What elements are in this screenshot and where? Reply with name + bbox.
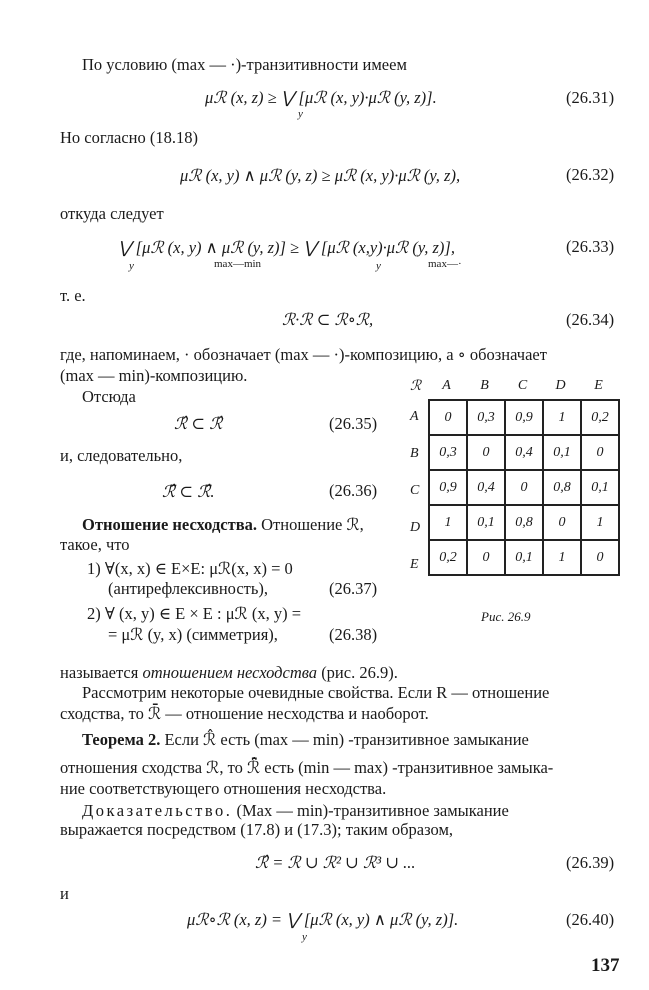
matrix-cell: 0,1 (505, 540, 543, 575)
text-span: (рис. 26.9). (317, 663, 398, 682)
equation-number: (26.33) (566, 237, 615, 256)
equation-number: (26.37) (329, 579, 378, 598)
text-line: 2) ∀ (x, y) ∈ E × E : μℛ (x, y) = (87, 604, 302, 623)
theorem-heading: Теорема 2. (82, 730, 161, 749)
matrix-corner-label: ℛ (410, 379, 422, 394)
matrix-cell: 0 (505, 470, 543, 505)
equation-number: (26.32) (566, 165, 615, 184)
equation-subscript: y (298, 108, 303, 120)
equation-subscript: y (376, 260, 381, 272)
matrix-cell: 0,2 (581, 400, 619, 435)
matrix-cell: 0,9 (429, 470, 467, 505)
equation-number: (26.36) (329, 481, 378, 500)
matrix-row (429, 435, 619, 470)
matrix-cell: 0,4 (505, 435, 543, 470)
matrix-cell: 0 (467, 540, 505, 575)
matrix-cell: 0 (581, 540, 619, 575)
matrix-cell: 0 (543, 505, 581, 540)
equation-subscript: y (302, 931, 307, 943)
text-line: = μℛ (y, x) (симметрия), (108, 625, 278, 644)
relation-matrix (428, 399, 620, 576)
figure-caption: Рис. 26.9 (481, 609, 531, 624)
text-line: Рассмотрим некоторые очевидные свойства. Если R — отношение (82, 683, 550, 702)
matrix-cell: 0,1 (467, 505, 505, 540)
matrix-cell: 0 (581, 435, 619, 470)
matrix-col-header: A (442, 378, 451, 393)
matrix-cell: 0,4 (467, 470, 505, 505)
text-line: и, следовательно, (60, 446, 183, 465)
equation-subscript: max—· (428, 258, 462, 270)
equation-26-40: μℛ∘ℛ (x, z) = ⋁ [μℛ (x, y) ∧ μℛ (y, z)]. (187, 910, 459, 929)
equation-number: (26.35) (329, 414, 378, 433)
page-number: 137 (591, 955, 620, 976)
matrix-col-header: B (480, 378, 489, 393)
equation-26-36: ℛ̂̄ ⊂ ℛ̂̄. (162, 482, 215, 501)
section-heading: Отношение несходства. (82, 515, 258, 534)
text-line (82, 730, 529, 750)
text-line: Отсюда (82, 387, 136, 406)
text-line: и (60, 884, 69, 903)
text-line: (антирефлексивность), (108, 579, 269, 598)
proof-label: Доказательство. (82, 801, 233, 820)
matrix-row-header: A (410, 409, 419, 424)
text-span: Отношение ℛ, (257, 515, 364, 534)
matrix-cell: 1 (429, 505, 467, 540)
matrix-row-header: E (410, 557, 419, 572)
matrix-cell: 1 (543, 540, 581, 575)
text-line: выражается посредством (17.8) и (17.3); таким образом, (60, 820, 454, 839)
equation-number: (26.39) (566, 853, 615, 872)
matrix-cell: 0,8 (543, 470, 581, 505)
matrix-col-header: D (555, 378, 566, 393)
matrix-cell: 0,3 (429, 435, 467, 470)
matrix-row-header: B (410, 446, 419, 461)
equation-subscript: y (129, 260, 134, 272)
matrix-cell: 0,8 (505, 505, 543, 540)
text-line: сходства, то ℛ̄ — отношение несходства и наоборот. (60, 704, 429, 723)
text-line: т. е. (60, 286, 86, 305)
text-line: По условию (max — ·)-транзитивности имеем (82, 55, 407, 74)
text-span: (Max — min)-транзитивное замыкание (232, 801, 509, 820)
text-line: такое, что (60, 535, 130, 554)
matrix-row-header: D (410, 520, 421, 535)
matrix-row (429, 470, 619, 505)
equation-26-33: ⋁ [μℛ (x, y) ∧ μℛ (y, z)] ≥ ⋁ [μℛ (x,y)·μℛ (y, z)], (118, 238, 455, 257)
matrix-cell: 1 (581, 505, 619, 540)
matrix-cell: 0,1 (581, 470, 619, 505)
matrix-row (429, 400, 619, 435)
text-line: где, напоминаем, · обозначает (max — ·)-композицию, а ∘ обозначает (60, 345, 547, 364)
matrix-cell: 1 (543, 400, 581, 435)
text-line: ние соответствующего отношения несходства. (60, 779, 387, 798)
matrix-cell: 0 (467, 435, 505, 470)
equation-26-39: ℛ̂ = ℛ ∪ ℛ² ∪ ℛ³ ∪ ... (255, 853, 416, 872)
text-line: (max — min)-композицию. (60, 366, 248, 385)
matrix-cell: 0,3 (467, 400, 505, 435)
text-line (60, 663, 398, 683)
equation-number: (26.38) (329, 625, 378, 644)
text-line: 1) ∀(x, x) ∈ E×E: μℛ(x, x) = 0 (87, 559, 293, 578)
matrix-row-header: C (410, 483, 420, 498)
matrix-row (429, 540, 619, 575)
matrix-row (429, 505, 619, 540)
equation-26-31: μℛ (x, z) ≥ ⋁ [μℛ (x, y)·μℛ (y, z)]. (205, 88, 437, 107)
equation-number: (26.40) (566, 910, 615, 929)
matrix-cell: 0,2 (429, 540, 467, 575)
text-span: Если ℛ̂ есть (max — min) -транзитивное замыкание (160, 730, 529, 749)
equation-26-34: ℛ·ℛ ⊂ ℛ∘ℛ, (282, 310, 374, 329)
text-line: Но согласно (18.18) (60, 128, 198, 147)
text-line: отношения сходства ℛ, то ℛ̂̄ есть (min — max) -транзитивное замыка- (60, 758, 554, 777)
equation-26-35: ℛ̂ ⊂ ℛ̂ (174, 414, 223, 433)
equation-number: (26.31) (566, 88, 615, 107)
matrix-col-header: E (594, 378, 603, 393)
matrix-cell: 0,1 (543, 435, 581, 470)
text-line: откуда следует (60, 204, 164, 223)
equation-26-32: μℛ (x, y) ∧ μℛ (y, z) ≥ μℛ (x, y)·μℛ (y, z), (180, 166, 461, 185)
text-line (82, 801, 509, 821)
matrix-col-header: C (517, 378, 528, 393)
equation-subscript: max—min (214, 258, 262, 270)
matrix-cell: 0,9 (505, 400, 543, 435)
equation-number: (26.34) (566, 310, 615, 329)
term-italic: отношением несходства (142, 663, 318, 682)
text-line (82, 515, 364, 535)
matrix-cell: 0 (429, 400, 467, 435)
text-span: называется (60, 663, 143, 682)
